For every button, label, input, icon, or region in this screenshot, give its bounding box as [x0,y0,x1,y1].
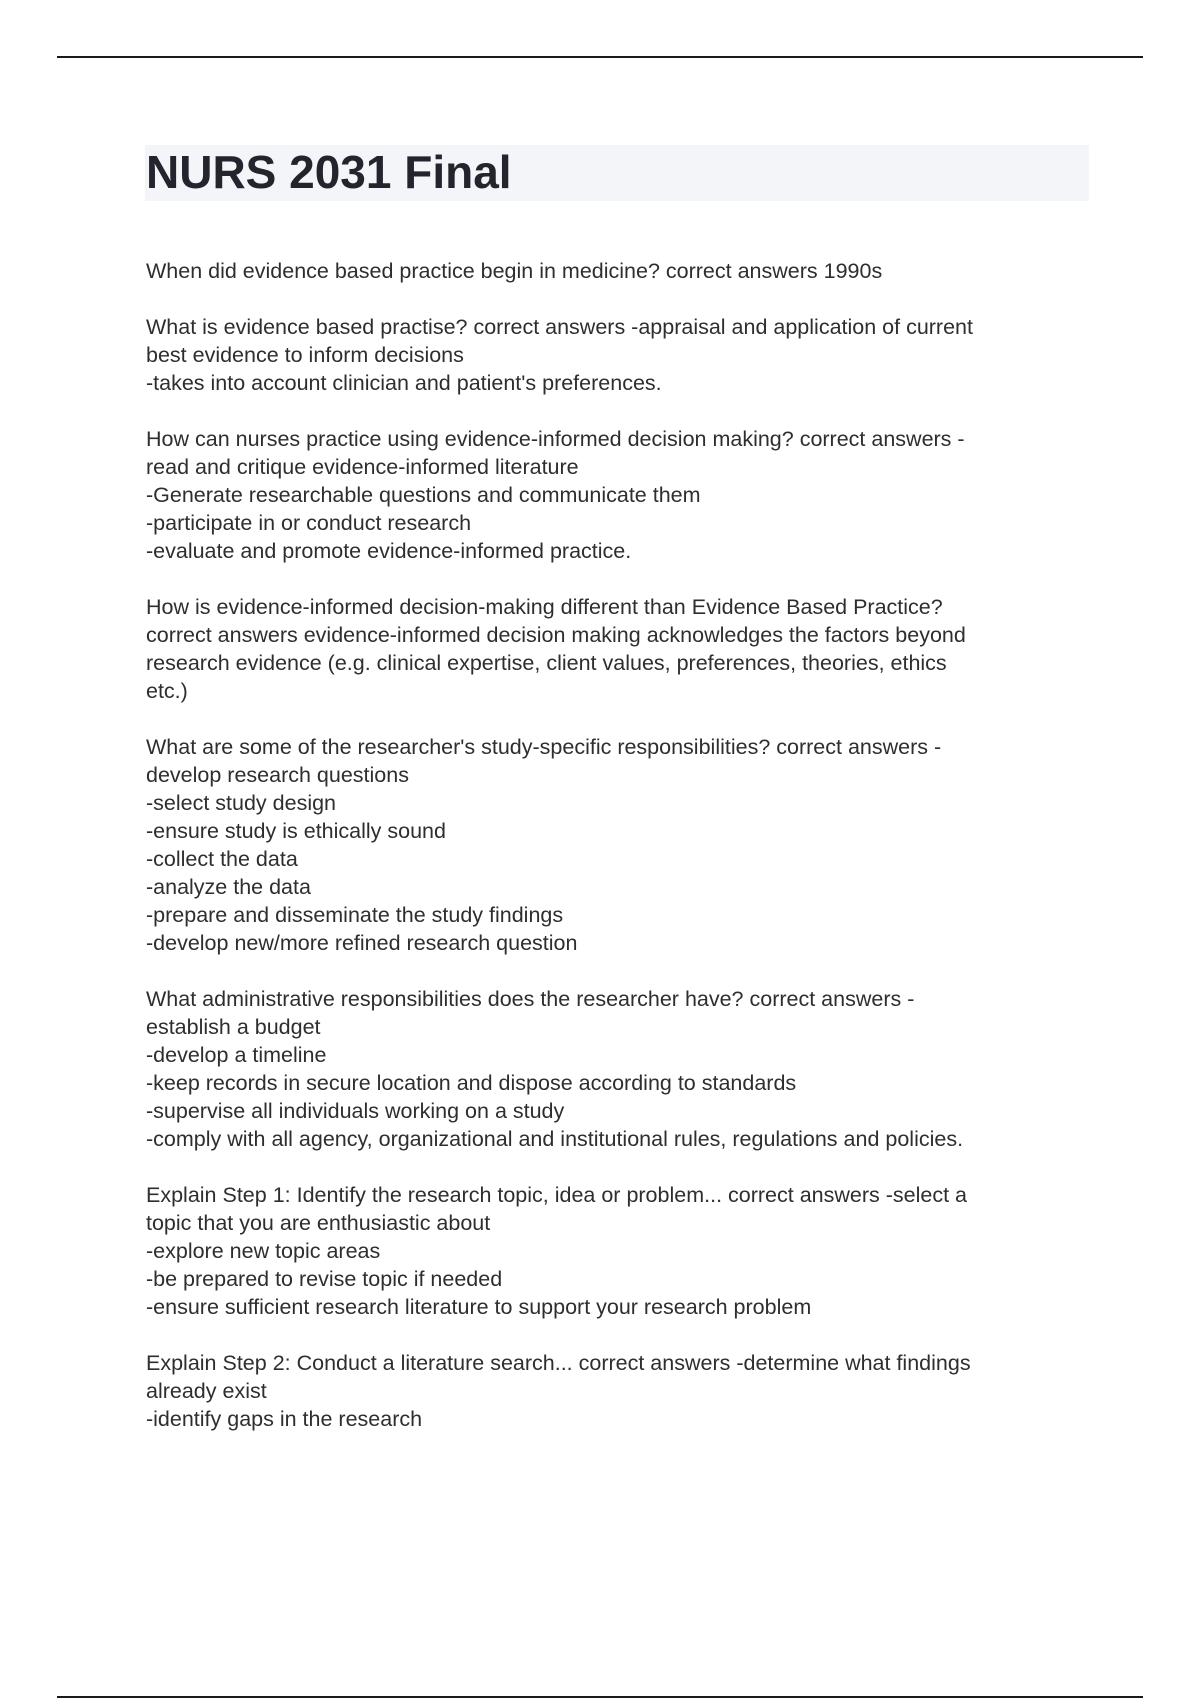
qa-line: -select study design [146,791,337,815]
qa-line: -be prepared to revise topic if needed [146,1267,503,1291]
qa-line: -ensure sufficient research literature to support your research problem [146,1295,812,1319]
qa-line: read and critique evidence-informed literature [146,455,579,479]
qa-line: -analyze the data [146,875,311,899]
qa-line: -develop new/more refined research question [146,931,578,955]
qa-line: develop research questions [146,763,409,787]
qa-line: What is evidence based practise? correct answers -appraisal and application of current [146,315,973,339]
qa-line: correct answers evidence-informed decision making acknowledges the factors beyond [146,623,966,647]
qa-line: etc.) [146,679,188,703]
qa-item [146,1181,1096,1321]
qa-line: What are some of the researcher's study-specific responsibilities? correct answers - [146,735,942,759]
qa-line: -explore new topic areas [146,1239,381,1263]
qa-content [146,257,1096,1461]
page-title: NURS 2031 Final [146,146,512,198]
qa-line: Explain Step 1: Identify the research topic, idea or problem... correct answers -select a [146,1183,967,1207]
qa-line: -ensure study is ethically sound [146,819,446,843]
qa-line: -supervise all individuals working on a study [146,1099,565,1123]
qa-line: establish a budget [146,1015,321,1039]
qa-item [146,313,1096,397]
qa-item [146,985,1096,1153]
qa-line: How can nurses practice using evidence-informed decision making? correct answers - [146,427,965,451]
qa-line: topic that you are enthusiastic about [146,1211,491,1235]
qa-line: -evaluate and promote evidence-informed practice. [146,539,632,563]
qa-item [146,733,1096,957]
qa-line: -identify gaps in the research [146,1407,423,1431]
qa-item [146,425,1096,565]
qa-line: How is evidence-informed decision-making different than Evidence Based Practice? [146,595,943,619]
top-rule [57,56,1143,58]
qa-line: -develop a timeline [146,1043,327,1067]
qa-line: already exist [146,1379,267,1403]
qa-line: -collect the data [146,847,298,871]
qa-line: -Generate researchable questions and communicate them [146,483,701,507]
qa-line: best evidence to inform decisions [146,343,464,367]
qa-line: Explain Step 2: Conduct a literature search... correct answers -determine what findings [146,1351,971,1375]
qa-line: When did evidence based practice begin in medicine? correct answers 1990s [146,259,883,283]
qa-line: -comply with all agency, organizational and institutional rules, regulations and policies. [146,1127,964,1151]
qa-line: -participate in or conduct research [146,511,472,535]
qa-line: -prepare and disseminate the study findings [146,903,564,927]
qa-line: research evidence (e.g. clinical expertise, client values, preferences, theories, ethics [146,651,947,675]
qa-line: What administrative responsibilities does the researcher have? correct answers - [146,987,915,1011]
qa-line: -takes into account clinician and patient's preferences. [146,371,662,395]
qa-line: -keep records in secure location and dispose according to standards [146,1071,797,1095]
bottom-rule [57,1696,1143,1698]
qa-item [146,593,1096,705]
qa-item [146,1349,1096,1433]
qa-item [146,257,1096,285]
